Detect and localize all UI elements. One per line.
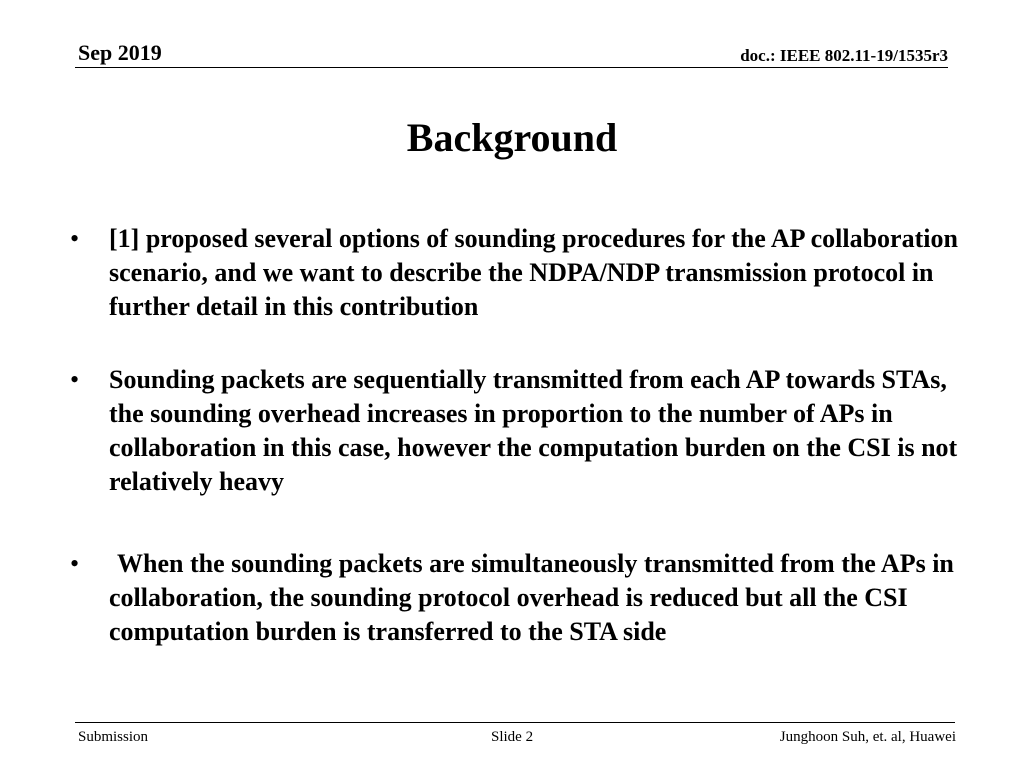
bullet-text: Sounding packets are sequentially transmitted from each AP towards STAs, the sounding overhead increases in proportion to the number of APs in collaboration in this case, however the computation burden on the CSI is not relatively heavy: [109, 365, 958, 496]
header-doc-id: doc.: IEEE 802.11-19/1535r3: [740, 46, 948, 65]
footer-authors: Junghoon Suh, et. al, Huawei: [779, 729, 956, 745]
header-date: Sep 2019: [78, 40, 162, 65]
bullet-marker: •: [70, 365, 80, 394]
footer-divider: [75, 722, 955, 723]
slide-title: Background: [406, 115, 618, 160]
footer-submission: Submission: [78, 729, 149, 745]
footer-slide-number: Slide 2: [491, 729, 534, 745]
bullet-marker: •: [70, 224, 80, 253]
header-divider: [75, 67, 948, 68]
bullet-marker: •: [70, 549, 80, 578]
bullet-text: [1] proposed several options of sounding procedures for the AP collaboration scenario, and we want to describe the NDPA/NDP transmission protocol in further detail in this contribution: [109, 224, 958, 321]
bullet-text: When the sounding packets are simultaneously transmitted from the APs in collaboration, the sounding protocol overhead is reduced but all the CSI computation burden is transferred to the STA side: [109, 549, 954, 646]
